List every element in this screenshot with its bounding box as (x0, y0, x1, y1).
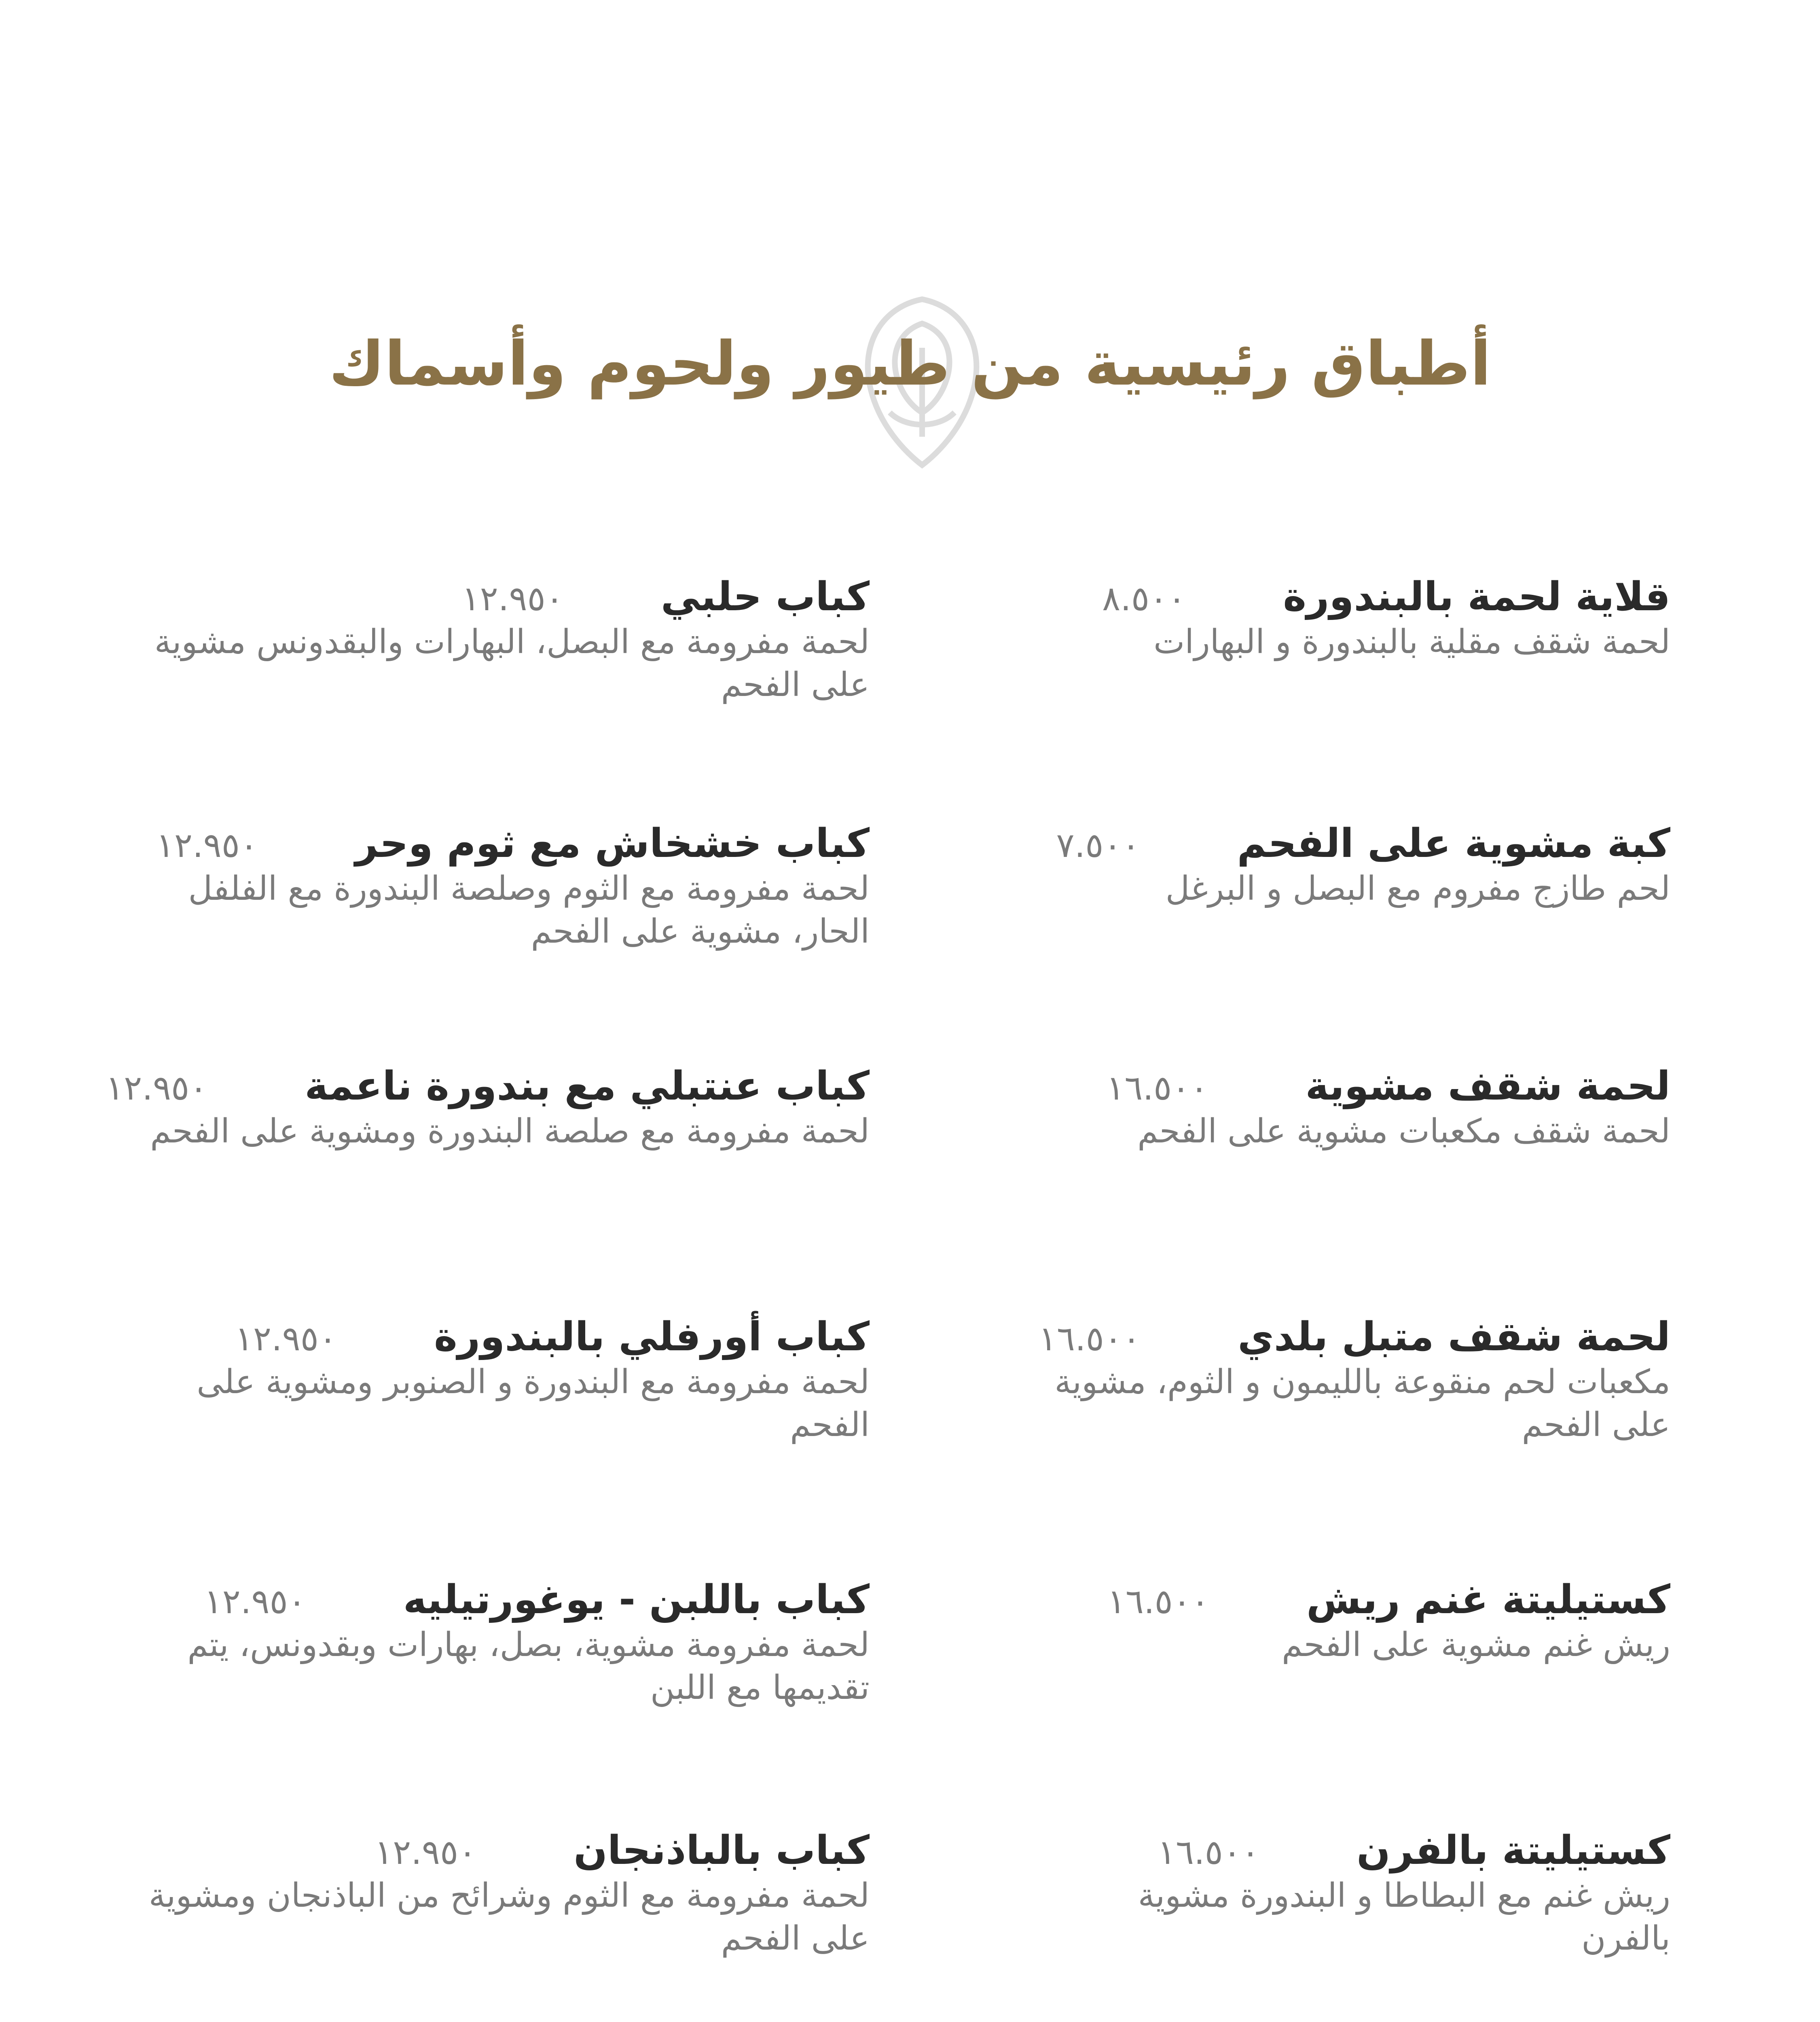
item-description: ريش غنم مع البطاطا و البندورة مشوية بالفرن (1138, 1876, 1670, 1958)
menu-item (1043, 574, 1670, 664)
menu-item (121, 1577, 870, 1710)
item-description: ريش غنم مشوية على الفحم (1282, 1625, 1670, 1664)
menu-item (105, 1063, 870, 1153)
item-price: ٧.٥٠٠ (1056, 825, 1140, 865)
item-price: ١٦.٥٠٠ (1106, 1068, 1208, 1108)
item-name: كباب بالباذنجان (574, 1827, 870, 1874)
item-price: ١٦.٥٠٠ (1038, 1319, 1141, 1358)
item-description: لحمة شقف مقلية بالبندورة و البهارات (1153, 622, 1670, 661)
item-name: كستيليتة غنم ريش (1306, 1577, 1670, 1623)
item-description: لحمة مفرومة مشوية، بصل، بهارات وبقدونس، يتم تقديمها مع اللبن (187, 1625, 870, 1707)
item-name: كباب حلبي (660, 574, 870, 620)
menu-item (1038, 1314, 1670, 1447)
item-description: مكعبات لحم منقوعة بالليمون و الثوم، مشوية على الفحم (1054, 1362, 1670, 1445)
item-name: كباب باللبن - يوغورتيليه (403, 1577, 870, 1623)
item-price: ٨.٥٠٠ (1102, 579, 1186, 618)
item-price: ١٢.٩٥٠ (156, 825, 258, 865)
item-description: لحمة مفرومة مع الثوم وشرائح من الباذنجان ومشوية على الفحم (148, 1876, 870, 1958)
item-name: كبة مشوية على الفحم (1237, 821, 1670, 867)
item-name: كستيليتة بالفرن (1357, 1827, 1670, 1874)
page-title: أطباق رئيسية من طيور ولحوم وأسماك (329, 329, 1491, 399)
menu-item (1043, 1828, 1670, 1961)
item-name: كباب عنتبلي مع بندورة ناعمة (305, 1063, 870, 1109)
item-description: لحم طازج مفروم مع البصل و البرغل (1165, 869, 1670, 908)
menu-item (1043, 1064, 1670, 1153)
item-name: قلاية لحمة بالبندورة (1283, 574, 1670, 620)
item-description: لحمة مفرومة مع الثوم وصلصة البندورة مع الفلفل الحار، مشوية على الفحم (188, 869, 870, 951)
menu-item (1043, 1577, 1670, 1667)
item-name: لحمة شقف مشوية (1305, 1063, 1670, 1109)
item-description: لحمة مفرومة مع البصل، البهارات والبقدونس مشوية على الفحم (154, 622, 870, 704)
menu-item (121, 1314, 870, 1447)
page-header (0, 291, 1820, 485)
item-name: كباب أورفلي بالبندورة (434, 1314, 870, 1360)
menu-item (121, 821, 870, 954)
item-price: ١٦.٥٠٠ (1157, 1832, 1260, 1872)
menu-item (121, 574, 870, 707)
item-price: ١٢.٩٥٠ (374, 1832, 477, 1872)
menu-item (1043, 821, 1670, 910)
item-price: ١٢.٩٥٠ (105, 1068, 208, 1108)
item-name: كباب خشخاش مع ثوم وحر (355, 821, 870, 867)
item-price: ١٦.٥٠٠ (1107, 1582, 1210, 1621)
menu-item (121, 1828, 870, 1961)
item-name: لحمة شقف متبل بلدي (1238, 1314, 1670, 1360)
item-price: ١٢.٩٥٠ (461, 579, 564, 618)
item-description: لحمة شقف مكعبات مشوية على الفحم (1137, 1112, 1670, 1151)
item-price: ١٢.٩٥٠ (235, 1319, 337, 1358)
item-description: لحمة مفرومة مع صلصة البندورة ومشوية على الفحم (150, 1112, 870, 1151)
item-description: لحمة مفرومة مع البندورة و الصنوبر ومشوية على الفحم (197, 1362, 870, 1445)
item-price: ١٢.٩٥٠ (204, 1582, 306, 1621)
